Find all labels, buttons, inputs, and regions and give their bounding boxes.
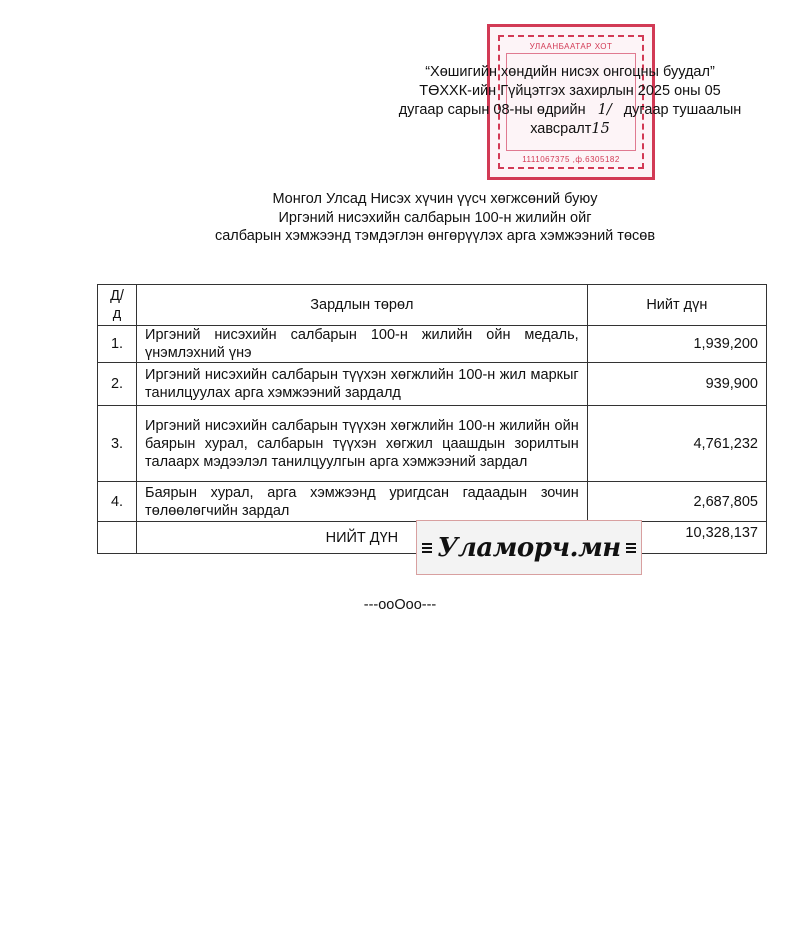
row-description: Баярын хурал, арга хэмжээнд уригдсан гадаадын зочин төлөөлөгчийн зардал (137, 482, 588, 522)
header-line-1: “Хөшигийн хөндийн нисэх онгоцны буудал” (425, 64, 715, 80)
table-row (98, 326, 767, 363)
row-description: Иргэний нисэхийн салбарын түүхэн хөгжлийн 100-н жилийн ойн баярын хурал, салбарын түүхэн хөгжил цаашдын зорилтын талаарх мэдээлэл танилцуулгын арга хэмжээний зардал (137, 406, 588, 482)
row-number: 2. (98, 363, 137, 406)
total-amount: 10,328,137 (587, 522, 766, 554)
document-title (150, 190, 720, 246)
title-line-3: салбарын хэмжээнд тэмдэглэн өнгөрүүлэх арга хэмжээний төсөв (214, 228, 656, 244)
header-total: Нийт дүн (587, 285, 766, 326)
table-row (98, 482, 767, 522)
watermark-text: Уламорч.мн (437, 532, 621, 563)
row-amount: 2,687,805 (587, 482, 766, 522)
handwritten-annex-number: 15 (591, 121, 610, 137)
row-description: Иргэний нисэхийн салбарын түүхэн хөгжлийн 100-н жил маркыг танилцуулах арга хэмжээний зардалд (137, 363, 588, 406)
row-amount: 939,900 (587, 363, 766, 406)
handwritten-number: 1/ (597, 102, 612, 118)
table-header-row (98, 285, 767, 326)
end-mark: ---ooOoo--- (363, 597, 437, 613)
stamp-top-text: УЛААНБААТАР ХОТ (529, 42, 613, 51)
row-amount: 1,939,200 (587, 326, 766, 363)
header-cost-type: Зардлын төрөл (137, 285, 588, 326)
row-number: 1. (98, 326, 137, 363)
document-header (380, 63, 760, 139)
table-row (98, 363, 767, 406)
header-number: Д/д (98, 285, 137, 326)
table-row (98, 406, 767, 482)
right-wing-icon (626, 542, 636, 554)
watermark-banner (416, 520, 642, 575)
row-number: 3. (98, 406, 137, 482)
header-line-4: хавсралт15 (530, 121, 610, 137)
header-line-3: дугаар сарын 08-ны өдрийн 1/ дугаар тушаалын (398, 102, 742, 118)
row-description: Иргэний нисэхийн салбарын 100-н жилийн ойн медаль, үнэмлэхний үнэ (137, 326, 588, 363)
left-wing-icon (422, 542, 432, 554)
stamp-bottom-text: 1111067375 ,ф.6305182 (522, 155, 620, 164)
header-line-2: ТӨХХК-ийн Гүйцэтгэх захирлын 2025 оны 05 (419, 83, 721, 99)
budget-table (97, 284, 767, 554)
title-line-2: Иргэний нисэхийн салбарын 100-н жилийн ойг (278, 209, 592, 226)
row-amount: 4,761,232 (587, 406, 766, 482)
row-number: 4. (98, 482, 137, 522)
total-label: НИЙТ ДҮН (137, 522, 588, 554)
title-line-1: Монгол Улсад Нисэх хүчин үүсч хөгжсөний буюу (272, 191, 598, 207)
